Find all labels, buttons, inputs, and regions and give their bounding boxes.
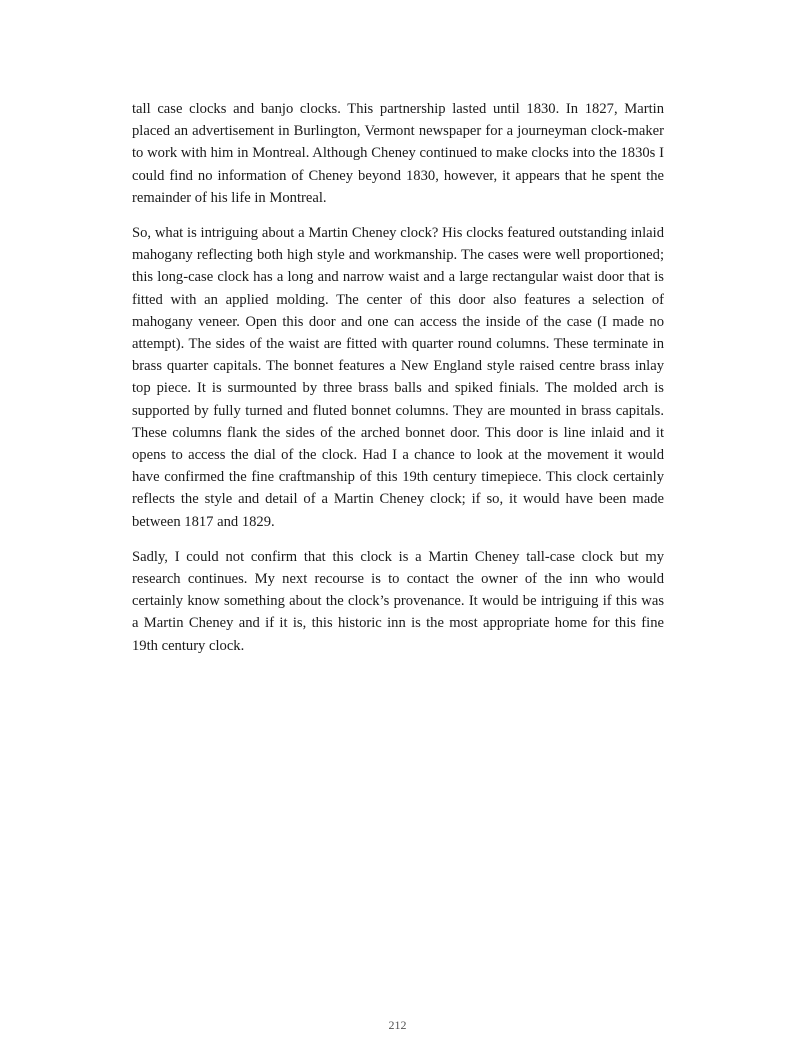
- paragraph-3: Sadly, I could not confirm that this clock is a Martin Cheney tall-case clock but my research continues. My next recourse is to contact the owner of the inn who would certainly know something about the clock’s provenance. It would be intriguing if this was a Martin Cheney and if it is, this historic inn is the most appropriate home for this fine 19th century clock.: [132, 548, 664, 654]
- paragraph-2: So, what is intriguing about a Martin Cheney clock? His clocks featured outstanding inlaid mahogany reflecting both high style and workmanship. The cases were well proportioned; this long-case clock has a long and narrow waist and a large rectangular waist door that is fitted with an applied molding. The center of this door also features a selection of mahogany veneer. Open this door and one can access the inside of the case (I made no attempt). The sides of the waist are fitted with quarter round columns. These terminate in brass quarter capitals. The bonnet features a New England style raised centre brass inlay top piece. It is surmounted by three brass balls and spiked finials. The molded arch is supported by fully turned and fluted bonnet columns. They are mounted in brass capitals. These columns flank the sides of the arched bonnet door. This door is line inlaid and it opens to access the dial of the clock. Had I a chance to look at the movement it would have confirmed the fine craftmanship of this 19th century timepiece. This clock certainly reflects the style and detail of a Martin Cheney clock; if so, it would have been made between 1817 and 1829.: [132, 225, 664, 530]
- page-number: 212: [388, 1018, 407, 1032]
- document-body: [132, 98, 664, 670]
- paragraph-1: tall case clocks and banjo clocks. This partnership lasted until 1830. In 1827, Martin placed an advertisement in Burlington, Vermont newspaper for a journeyman clock-maker to work with him in Montreal. Although Cheney continued to make clocks into the 1830s I could find no information of Cheney beyond 1830, however, it appears that he spent the remainder of his life in Montreal.: [132, 101, 664, 206]
